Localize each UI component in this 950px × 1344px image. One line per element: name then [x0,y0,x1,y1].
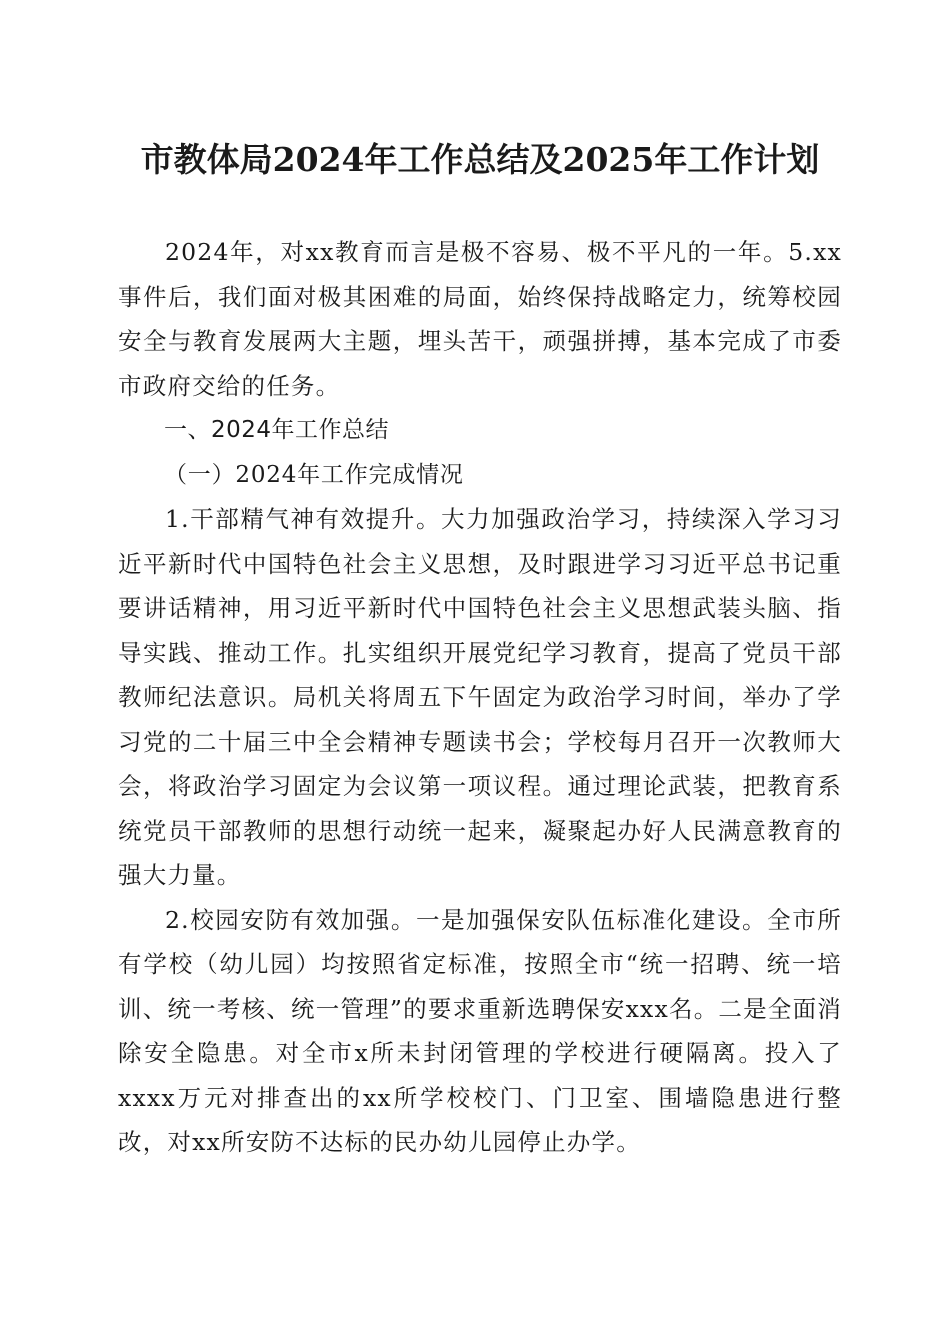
document-body [118,230,842,1165]
section-heading: 一、2024年工作总结 [164,417,390,443]
subsection-heading: （一）2024年工作完成情况 [164,461,464,488]
item-paragraph-2: 2.校园安防有效加强。一是加强保安队伍标准化建设。全市所有学校（幼儿园）均按照省定标准，按照全市“统一招聘、统一培训、统一考核、统一管理”的要求重新选聘保安xxx名。二是全面消除安全隐患。对全市x所未封闭管理的学校进行硬隔离。投入了xxxx万元对排查出的xx所学校校门、门卫室、围墙隐患进行整改，对xx所安防不达标的民办幼儿园停止办学。 [118,905,842,1156]
document-title: 市教体局2024年工作总结及2025年工作计划 [140,140,820,179]
intro-paragraph: 2024年，对xx教育而言是极不容易、极不平凡的一年。5.xx事件后，我们面对极其困难的局面，始终保持战略定力，统筹校园安全与教育发展两大主题，埋头苦干，顽强拼搏，基本完成了市委市政府交给的任务。 [118,238,842,400]
item-paragraph-1: 1.干部精气神有效提升。大力加强政治学习，持续深入学习习近平新时代中国特色社会主义思想，及时跟进学习习近平总书记重要讲话精神，用习近平新时代中国特色社会主义思想武装头脑、指导实践、推动工作。扎实组织开展党纪学习教育，提高了党员干部教师纪法意识。局机关将周五下午固定为政治学习时间，举办了学习党的二十届三中全会精神专题读书会；学校每月召开一次教师大会，将政治学习固定为会议第一项议程。通过理论武装，把教育系统党员干部教师的思想行动统一起来，凝聚起办好人民满意教育的强大力量。 [118,505,842,889]
